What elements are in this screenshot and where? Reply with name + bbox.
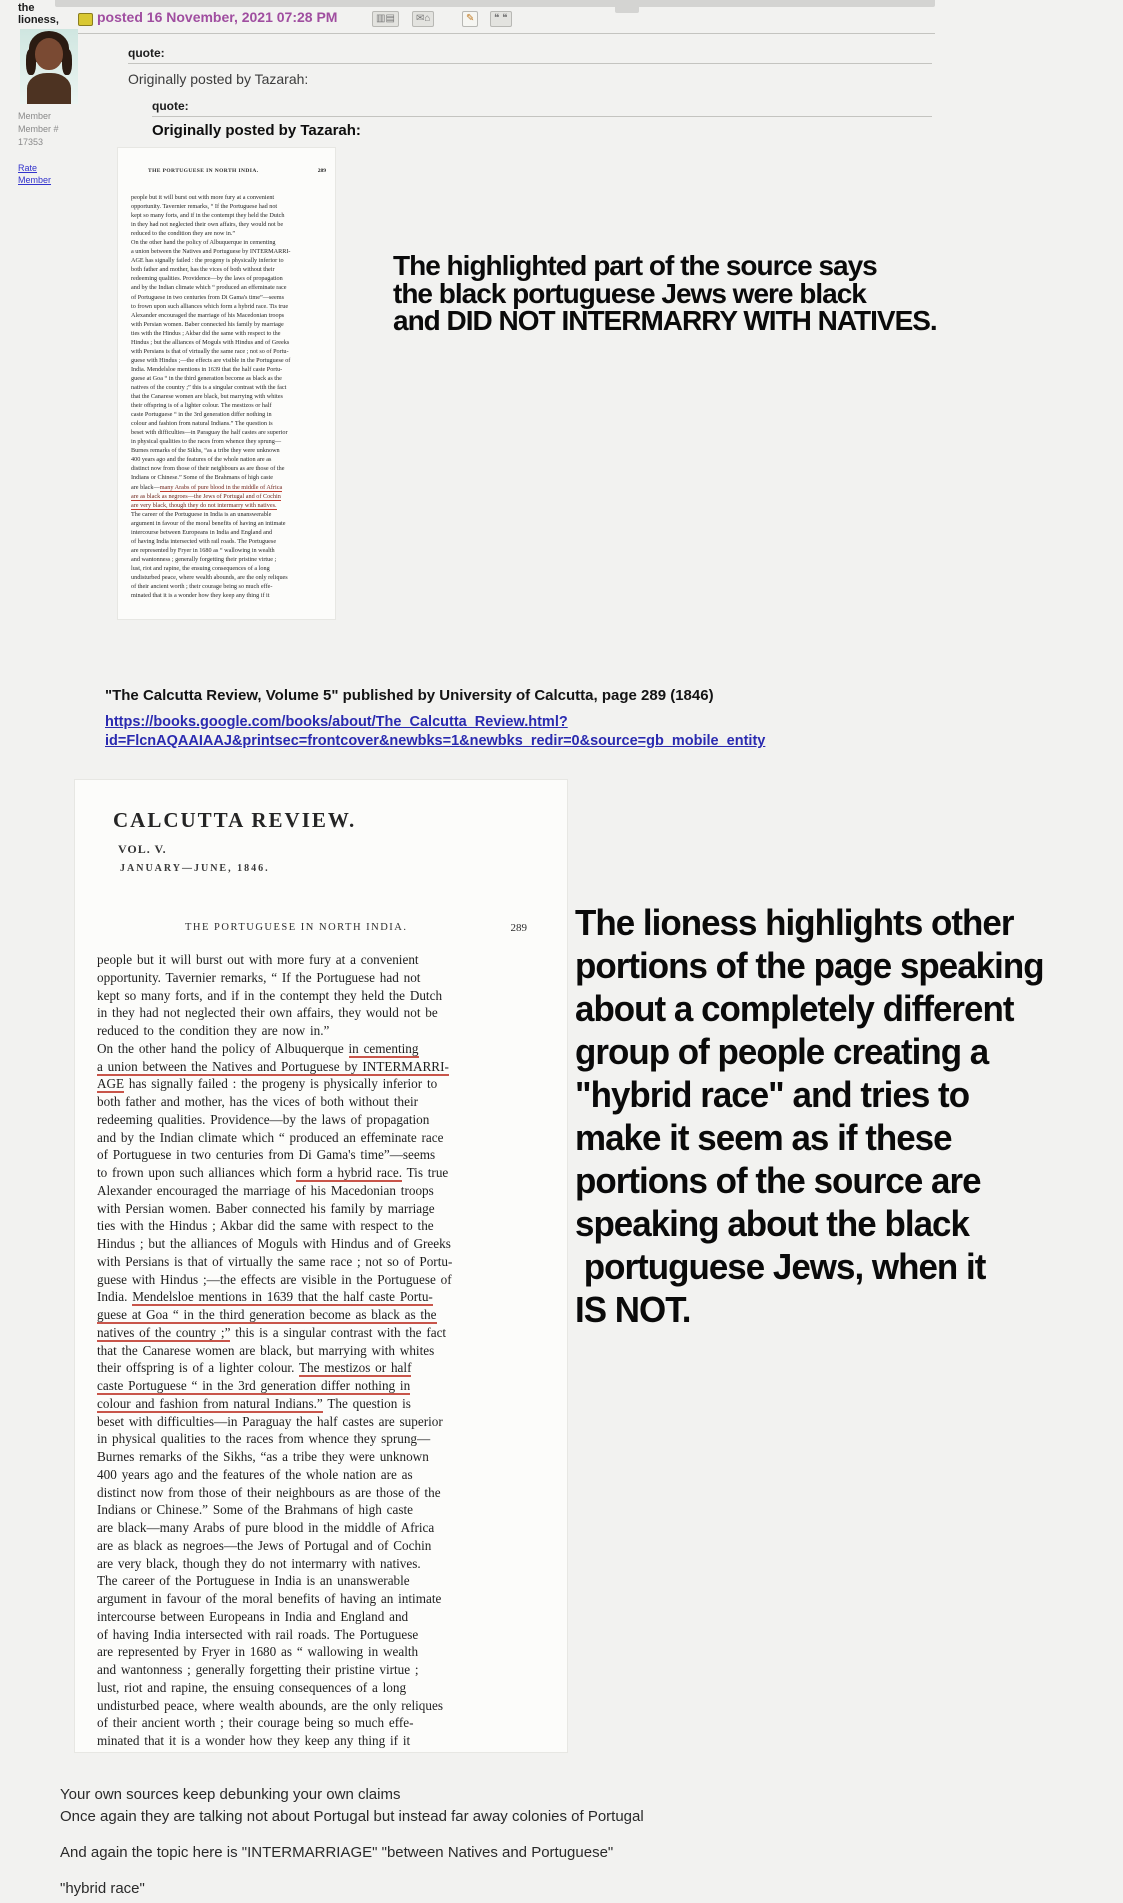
scan-small-body-text: people but it will burst out with more fury at a convenient opportunity. Tavernier remarks, “ If the Portuguese had not kept so many forts, and if in the contempt they held the Dutch in they had not neglected their own affairs, they would not be reduced to the condition they are now in.” On the other hand the policy of Albuquerque in cementing a union between the Natives and Portuguese by INTERMARRI- AGE has signally failed : the progeny is physically inferior to both father and mother, has the vices of both without their redeeming qualities. Providence—by the laws of propagation and by the Indian climate which “ produced an effeminate race of Portuguese in two centuries from Di Gama's time”—seems to frown upon such alliances which form a hybrid race. Tis true Alexander encouraged the marriage of his Macedonian troops with Persian women. Baber connected his family by marriage ties with the Hindus ; Akbar did the same with respect to the Hindus ; but the alliances of Moguls with Hindus and of Greeks with Persians is that of virtually the same race ; not so of Portu- guese with Hindus ;—the effects are visible in the Portuguese of India. Mendelsloe mentions in 1639 that the half caste Portu- guese at Goa “ in the third generation become as black as the natives of the country ;” this is a singular contrast with the fact that the Canarese women are black, but marrying with whites their offspring is of a lighter colour. The mestizos or half caste Portuguese “ in the 3rd generation differ nothing in colour and fashion from natural Indians.” The question is beset with difficulties—in Paraguay the half castes are superior in physical qualities to the races from whence they sprung— Burnes remarks of the Sikhs, “as a tribe they were unknown 400 years ago and the features of the whole nation are as distinct now from those of their neighbours as are those of the Indians or Chinese.” Some of the Brahmans of high caste are black—many Arabs of pure blood in the middle of Africa are as black as negroes—the Jews of Portugal and of Cochin are very black, though they do not intermarry with natives. The career of the Portuguese in India is an unanswerable argument in favour of the moral benefits of having an intimate intercourse between Europeans in India and England and of having India intersected with rail roads. The Portuguese are represented by Fryer in 1680 as “ wallowing in wealth and wantonness ; generally forgetting their pristine virtue ; lust, riot and rapine, the ensuing consequences of a long undisturbed peace, where wealth abounds, are the only reliques of their ancient worth ; their courage being so much effe- minated that it is a wonder how they keep any thing if it — [131, 194, 291, 600]
edit-post-icon[interactable]: ✎ — [462, 11, 478, 27]
annotation-hybrid-race: The lioness highlights other portions of the page speaking about a completely different group of people creating a "hybrid race" and tries to make it seem as if these portions of the source are speaking about the black portuguese Jews, when it IS NOT. — [575, 902, 1044, 1330]
header-rule — [78, 33, 935, 34]
scan-large-issue-dates: JANUARY—JUNE, 1846. — [120, 863, 270, 874]
email-homepage-icon[interactable]: ✉⌂ — [412, 11, 434, 27]
avatar-body-shape — [27, 73, 71, 104]
rate-link-line1[interactable]: Rate — [18, 163, 38, 173]
inner-quote-label: quote: — [152, 99, 189, 113]
google-books-link-line2[interactable]: id=FlcnAQAAIAAJ&printsec=frontcover&newbks=1&newbks_redir=0&source=gb_mobile_entity — [105, 733, 766, 749]
rate-link-line2[interactable]: Member — [18, 175, 52, 185]
posted-date: posted 16 November, 2021 07:28 PM — [97, 9, 338, 25]
inner-quote-rule — [152, 116, 932, 117]
scan-large-page-number: 289 — [510, 922, 527, 934]
top-divider-strip — [55, 0, 935, 7]
rate-member-link[interactable] — [18, 162, 51, 186]
posted-note-icon — [78, 13, 93, 26]
scan-large-running-head: THE PORTUGUESE IN NORTH INDIA. — [185, 922, 408, 933]
footer-comment-2: Once again they are talking not about Portugal but instead far away colonies of Portugal — [60, 1808, 644, 1825]
top-divider-tab — [615, 7, 639, 13]
member-number-label: Member # — [18, 124, 59, 134]
outer-quote-label: quote: — [128, 46, 165, 60]
quote-dots-icon[interactable]: ❝ ❝ — [490, 11, 512, 27]
username-line1: the — [18, 2, 35, 14]
scan-large-body-text: people but it will burst out with more fury at a convenient opportunity. Tavernier remarks, “ If the Portuguese had not kept so many forts, and if in the contempt they held the Dutch in they had not neglected their own affairs, they would not be reduced to the condition they are now in.” On the other hand the policy of Albuquerque in cementing a union between the Natives and Portuguese by INTERMARRI- AGE has signally failed : the progeny is physically inferior to both father and mother, has the vices of both without their redeeming qualities. Providence—by the laws of propagation and by the Indian climate which “ produced an effeminate race of Portuguese in two centuries from Di Gama's time”—seems to frown upon such alliances which form a hybrid race. Tis true Alexander encouraged the marriage of his Macedonian troops with Persian women. Baber connected his family by marriage ties with the Hindus ; Akbar did the same with respect to the Hindus ; but the alliances of Moguls with Hindus and of Greeks with Persians is that of virtually the same race ; not so of Portu- guese with Hindus ;—the effects are visible in the Portuguese of India. Mendelsloe mentions in 1639 that the half caste Portu- guese at Goa “ in the third generation become as black as the natives of the country ;” this is a singular contrast with the fact that the Canarese women are black, but marrying with whites their offspring is of a lighter colour. The mestizos or half caste Portuguese “ in the 3rd generation differ nothing in colour and fashion from natural Indians.” The question is beset with difficulties—in Paraguay the half castes are superior in physical qualities to the races from whence they sprung— Burnes remarks of the Sikhs, “as a tribe they were unknown 400 years ago and the features of the whole nation are as distinct now from those of their neighbours as are those of the Indians or Chinese.” Some of the Brahmans of high caste are black—many Arabs of pure blood in the middle of Africa are as black as negroes—the Jews of Portugal and of Cochin are very black, though they do not intermarry with natives. The career of the Portuguese in India is an unanswerable argument in favour of the moral benefits of having an intimate intercourse between Europeans in India and England and of having India intersected with rail roads. The Portuguese are represented by Fryer in 1680 as “ wallowing in wealth and wantonness ; generally forgetting their pristine virtue ; lust, riot and rapine, the ensuing consequences of a long undisturbed peace, where wealth abounds, are the only reliques of their ancient worth ; their courage being so much effe- minated that it is a wonder how they keep any thing if it — [97, 952, 453, 1748]
google-books-link-line1[interactable]: https://books.google.com/books/about/The_Calcutta_Review.html? — [105, 714, 568, 730]
member-label: Member — [18, 111, 52, 121]
footer-comment-1: Your own sources keep debunking your own claims — [60, 1786, 401, 1803]
avatar-face-shape — [35, 38, 63, 70]
inner-quote-attribution: Originally posted by Tazarah: — [152, 122, 361, 139]
annotation-black-jews: The highlighted part of the source says the black portuguese Jews were black and DID NOT INTERMARRY WITH NATIVES. — [393, 250, 937, 336]
source-caption: "The Calcutta Review, Volume 5" published by University of Calcutta, page 289 (1846) — [105, 687, 714, 704]
google-books-link[interactable] — [105, 713, 765, 751]
member-info — [18, 110, 59, 149]
username-line2: lioness, — [18, 14, 59, 26]
member-number: 17353 — [18, 137, 44, 147]
scan-small-page-number: 289 — [317, 168, 326, 174]
scan-large-masthead: CALCUTTA REVIEW. — [113, 808, 357, 832]
scanned-page-large — [75, 780, 567, 1752]
avatar-hair-shape — [62, 49, 72, 75]
scan-large-volume: VOL. V. — [118, 842, 167, 856]
footer-comment-4: "hybrid race" — [60, 1880, 145, 1897]
avatar — [20, 29, 78, 104]
outer-quote-attribution: Originally posted by Tazarah: — [128, 71, 309, 87]
scanned-page-small — [118, 148, 335, 619]
scan-small-running-head: THE PORTUGUESE IN NORTH INDIA. — [148, 168, 259, 174]
footer-comment-3: And again the topic here is "INTERMARRIAGE" "between Natives and Portuguese" — [60, 1844, 614, 1861]
profile-icon[interactable]: ▥▤ — [372, 11, 399, 27]
outer-quote-rule — [128, 63, 932, 64]
